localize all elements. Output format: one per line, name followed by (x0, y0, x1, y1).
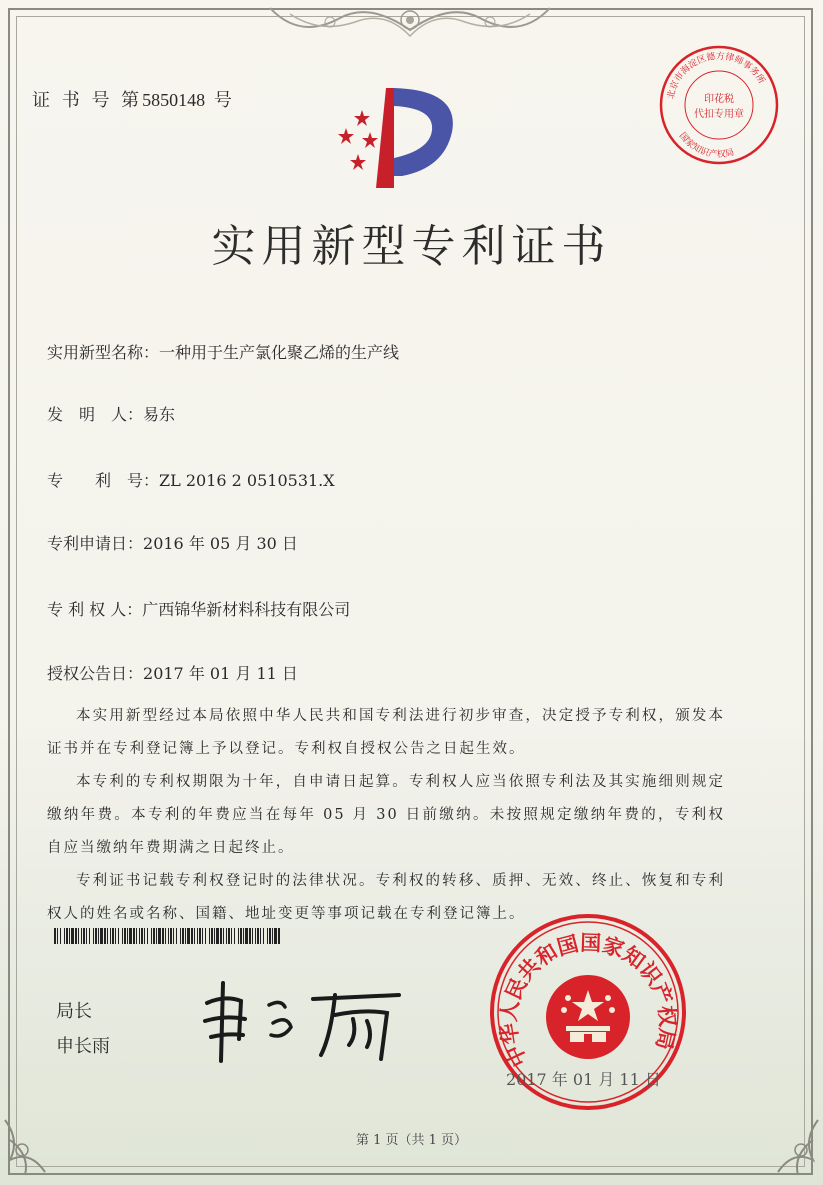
barcode-bar (187, 928, 190, 944)
field-value: 易东 (143, 405, 176, 424)
barcode-bar (66, 928, 68, 944)
barcode-bar (81, 928, 82, 944)
barcode-bar (191, 928, 193, 944)
body-paragraph-2: 本专利的专利权期限为十年，自申请日起算。专利权人应当依照专利法及其实施细则规定缴纳年费。本专利的年费应当在每年 05 月 30 日前缴纳。未按照规定缴纳年费的，专利权自应当缴纳年费期满之日起终止。 (47, 774, 725, 856)
barcode-bar (115, 928, 116, 944)
director-signature (195, 975, 415, 1065)
barcode-bar (89, 928, 90, 944)
barcode-bar (274, 928, 277, 944)
barcode-bar (151, 928, 152, 944)
barcode-bar (110, 928, 111, 944)
barcode-bar (144, 928, 145, 944)
barcode-bar (158, 928, 161, 944)
barcode-bar (141, 928, 143, 944)
barcode-bar (98, 928, 99, 944)
barcode-bar (122, 928, 123, 944)
field-value: 2016 年 05 月 30 日 (143, 534, 298, 553)
certificate-number-value: 5850148 (142, 90, 206, 110)
barcode-bar (54, 928, 56, 944)
certificate-number (32, 86, 235, 112)
barcode-bar (118, 928, 119, 944)
field-label: 专利申请日： (47, 534, 144, 553)
barcode-bar (214, 928, 215, 944)
national-emblem-icon (546, 975, 630, 1059)
patent-office-logo-icon (330, 80, 480, 190)
barcode-bar (252, 928, 253, 944)
barcode-bar (223, 928, 224, 944)
field-label: 授权公告日： (47, 664, 144, 683)
field-patent-number (47, 468, 335, 491)
barcode-bar (153, 928, 155, 944)
tax-stamp-center-line2: 代扣专用章 (694, 109, 744, 120)
certificate-body-text (47, 700, 725, 931)
tax-stamp-center-line1: 印花税 (704, 94, 734, 105)
barcode-bar (209, 928, 210, 944)
field-patentee (47, 597, 350, 620)
barcode-bar (220, 928, 222, 944)
barcode-bar (133, 928, 135, 944)
director-name: 申长雨 (56, 1036, 110, 1057)
field-label: 发 明 人： (47, 405, 144, 424)
barcode-bar (182, 928, 184, 944)
field-utility-model-name (47, 340, 399, 363)
barcode-bar (112, 928, 114, 944)
barcode-bar (231, 928, 232, 944)
barcode-bar (69, 928, 70, 944)
field-label: 专 利 权 人： (47, 600, 143, 619)
field-label: 专 利 号： (47, 471, 160, 490)
barcode-bar (57, 928, 58, 944)
field-value: ZL 2016 2 0510531.X (159, 471, 335, 490)
top-ornament (260, 0, 560, 44)
page-number: 第 1 页（共 1 页） (355, 1133, 468, 1148)
barcode-bar (228, 928, 230, 944)
barcode-bar (71, 928, 74, 944)
barcode-bar (197, 928, 198, 944)
body-paragraph-1: 本实用新型经过本局依照中华人民共和国专利法进行初步审查，决定授予专利权，颁发本证书并在专利登记簿上予以登记。专利权自授权公告之日起生效。 (47, 708, 725, 757)
field-application-date (47, 531, 298, 554)
barcode-bar (83, 928, 85, 944)
barcode-bar (243, 928, 244, 944)
field-value: 广西锦华新材料科技有限公司 (142, 600, 351, 619)
barcode-bar (269, 928, 271, 944)
certificate-number-suffix: 号 (213, 90, 235, 111)
tax-stamp-bottom-text: 国家知识产权局 (676, 131, 736, 161)
barcode-bar (205, 928, 206, 944)
barcode-bar (180, 928, 181, 944)
barcode-bar (93, 928, 94, 944)
barcode-bar (263, 928, 264, 944)
barcode-bar (168, 928, 169, 944)
barcode-bar (139, 928, 140, 944)
certificate-title: 实用新型专利证书 (211, 221, 612, 272)
barcode-bar (75, 928, 77, 944)
seal-date: 2017 年 01 月 11 日 (506, 1070, 661, 1089)
barcode-bar (64, 928, 65, 944)
tax-stamp (658, 44, 780, 166)
barcode-bar (165, 928, 166, 944)
barcode-bar (199, 928, 201, 944)
barcode-bar (238, 928, 239, 944)
barcode-bar (226, 928, 227, 944)
barcode (54, 928, 282, 944)
barcode-bar (95, 928, 97, 944)
barcode-bar (104, 928, 106, 944)
barcode-bar (129, 928, 132, 944)
barcode-bar (240, 928, 242, 944)
certificate-number-label: 证 书 号 第 (32, 90, 143, 111)
body-paragraph-3: 专利证书记载专利权登记时的法律状况。专利权的转移、质押、无效、终止、恢复和专利权人的姓名或名称、国籍、地址变更等事项记载在专利登记簿上。 (47, 873, 725, 922)
barcode-bar (257, 928, 259, 944)
barcode-bar (100, 928, 103, 944)
barcode-bar (170, 928, 172, 944)
barcode-bar (60, 928, 61, 944)
tax-stamp-ring-text: 北京市海淀区德方律师事务所 (666, 51, 767, 100)
barcode-bar (202, 928, 203, 944)
barcode-bar (173, 928, 174, 944)
barcode-bar (107, 928, 108, 944)
barcode-bar (78, 928, 79, 944)
field-inventor (47, 402, 175, 425)
barcode-bar (245, 928, 248, 944)
barcode-bar (255, 928, 256, 944)
barcode-bar (278, 928, 280, 944)
barcode-bar (249, 928, 251, 944)
barcode-bar (234, 928, 235, 944)
barcode-bar (272, 928, 273, 944)
barcode-bar (86, 928, 87, 944)
field-grant-announcement-date (47, 661, 298, 684)
field-label: 实用新型名称： (47, 343, 160, 362)
barcode-bar (162, 928, 164, 944)
barcode-bar (127, 928, 128, 944)
field-value: 一种用于生产氯化聚乙烯的生产线 (159, 343, 400, 362)
barcode-bar (260, 928, 261, 944)
seal-text: 中华人民共和国国家知识产权局 (496, 930, 680, 1071)
barcode-bar (185, 928, 186, 944)
barcode-bar (216, 928, 219, 944)
barcode-bar (211, 928, 213, 944)
barcode-bar (147, 928, 148, 944)
barcode-bar (267, 928, 268, 944)
barcode-bar (176, 928, 177, 944)
director-title: 局长 (56, 1001, 92, 1022)
svg-text:国家知识产权局 (677, 130, 736, 160)
barcode-bar (194, 928, 195, 944)
barcode-bar (124, 928, 126, 944)
field-value: 2017 年 01 月 11 日 (143, 664, 298, 683)
barcode-bar (136, 928, 137, 944)
barcode-bar (156, 928, 157, 944)
